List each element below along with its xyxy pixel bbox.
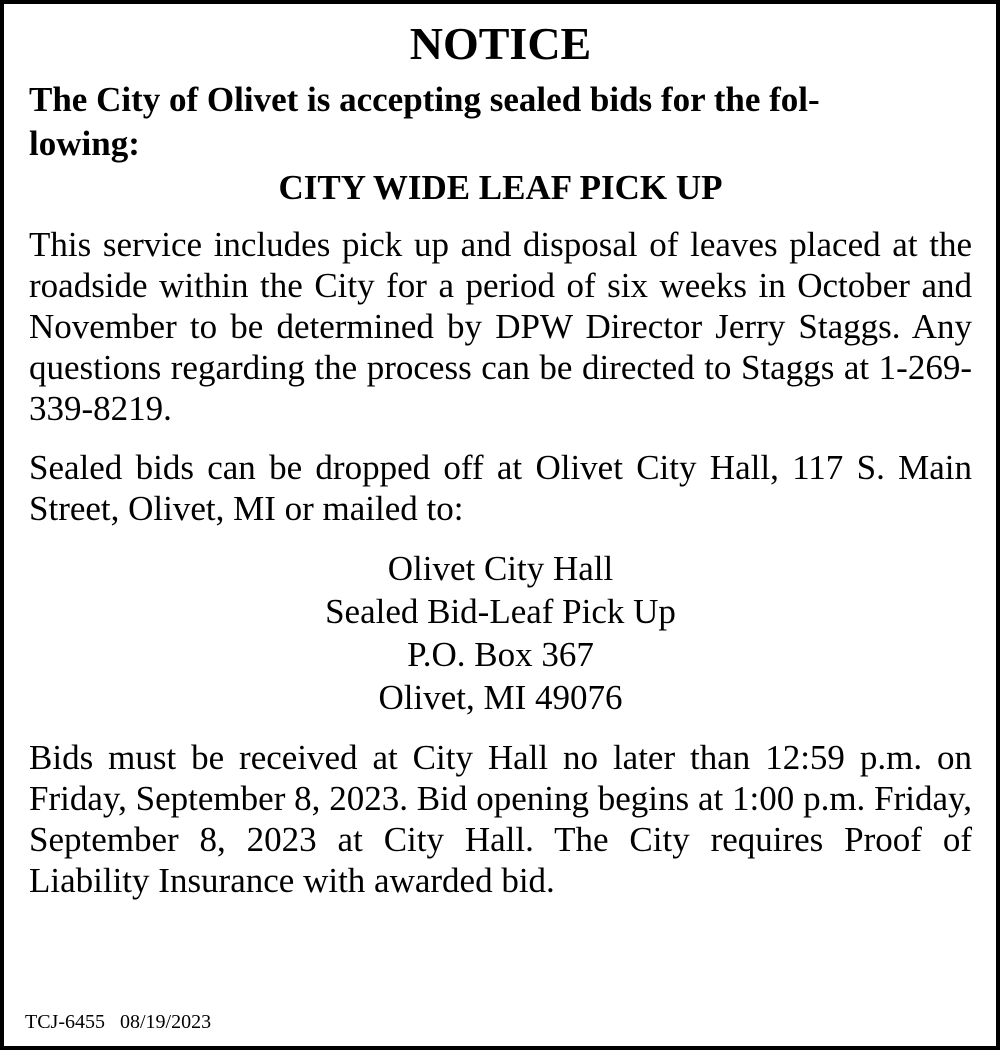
address-line-3: P.O. Box 367 [407, 635, 594, 674]
bid-subject: CITY WIDE LEAF PICK UP [278, 168, 723, 207]
mailing-address [29, 547, 972, 719]
notice-title: NOTICE [409, 18, 592, 69]
deadline-paragraph: Bids must be received at City Hall no later than 12:59 p.m. on Friday, September 8, 2023. Bid opening begins at 1:00 p.m. Friday, September 8, 2023 at City Hall. The City requires Proof of Liability Insurance with awarded bid. [29, 738, 972, 900]
notice-intro: The City of Olivet is accepting sealed bids for the fol- lowing: [29, 80, 820, 163]
notice-code: TCJ-6455 [25, 1011, 105, 1033]
address-line-1: Olivet City Hall [387, 549, 614, 588]
notice-date: 08/19/2023 [120, 1011, 212, 1033]
dropoff-instructions: Sealed bids can be dropped off at Olivet City Hall, 117 S. Main Street, Olivet, MI or mailed to: [29, 448, 972, 528]
address-line-4: Olivet, MI 49076 [378, 678, 623, 717]
service-description: This service includes pick up and disposal of leaves placed at the roadside within the City for a period of six weeks in October and November to be determined by DPW Director Jerry Staggs. Any questions regarding the process can be directed to Staggs at 1-269-339-8219. [29, 225, 972, 428]
notice-footer [25, 1010, 211, 1034]
address-line-2: Sealed Bid-Leaf Pick Up [325, 592, 676, 631]
